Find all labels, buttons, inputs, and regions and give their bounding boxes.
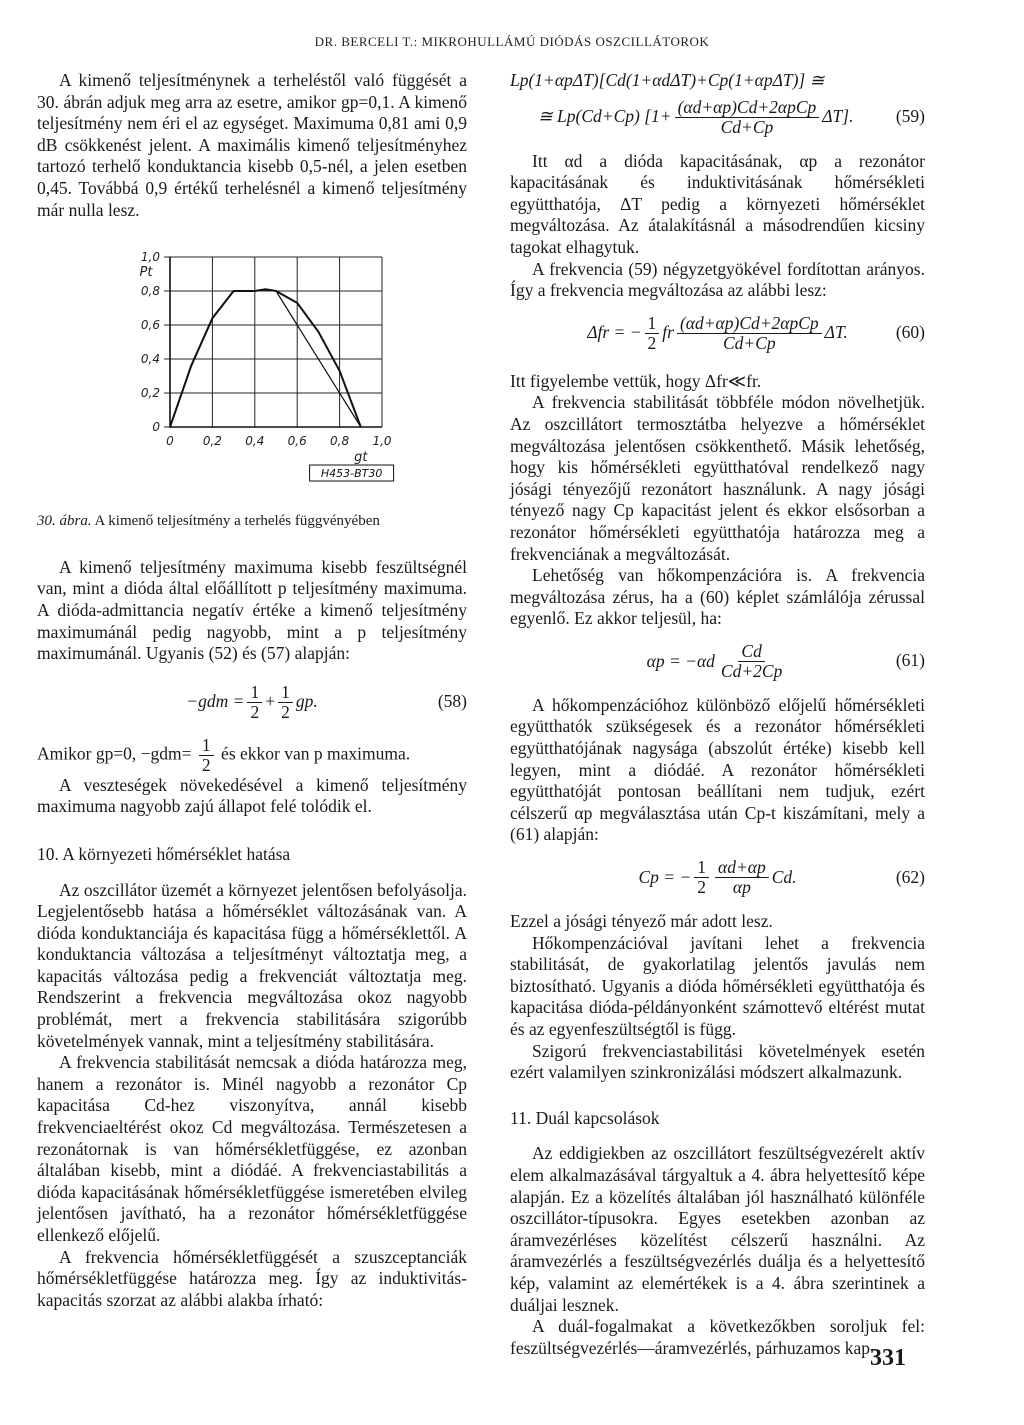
equation-number: (58) xyxy=(437,691,467,712)
paragraph: A veszteségek növekedésével a kimenő teljesítmény maximuma nagyobb zajú állapot felé tolódik el. xyxy=(37,774,467,817)
eq-term: gp. xyxy=(295,691,318,712)
figure-30 xyxy=(37,229,467,501)
equation-number: (61) xyxy=(895,650,925,671)
paragraph: Az oszcillátor üzemét a környezet jelentősen befolyásolja. Legjelentősebb hatása a hőmérséklet változásának van. A dióda konduktanciája és kapacitása függ a hőmérséklettől. A konduktancia változása a teljesítményt változtatja meg, a kapacitás változása pedig a frekvenciát változtatja meg. Rendszerint a frekvencia megváltozása okoz nagyobb problémát, mert a frekvencia stabilitására szigorúbb követelmények vannak, mint a teljesítmény stabilitására. xyxy=(37,879,467,1051)
series-line xyxy=(170,289,361,427)
equation-58 xyxy=(37,683,467,722)
data-point xyxy=(212,318,214,320)
y-axis-label: Pt xyxy=(139,265,153,281)
paragraph: Itt figyelembe vettük, hogy Δfr≪fr. xyxy=(510,370,762,391)
x-tick-label: 1,0 xyxy=(372,434,392,449)
fraction: $\frac{\alpha d+\alpha p}{\alpha p}$ xyxy=(715,858,769,897)
section-heading-10: 10. A környezeti hőmérséklet hatása xyxy=(37,843,291,864)
paragraph: A kimenő teljesítmény maximuma kisebb feszültségnél van, mint a dióda által előállított p teljesítmény maximuma. A dióda-admittancia negatív értéke a kimenő teljesítmény maximumánál pedig nagyobb, mint a p teljesítmény maximumánál. Ugyanis (52) és (57) alapján: xyxy=(37,556,467,664)
paragraph: A kimenő teljesítménynek a terheléstől való függését a 30. ábrán adjuk meg arra az esetre, amikor gp=0,1. A kimenő teljesítmény nem éri el az egységet. Maximuma 0,81 ami 0,9 dB csökkenést jelent. A maximális kimenő teljesítményhez tartozó terhelő konduktancia kisebb 0,5-nél, a jelen esetben 0,45. Továbbá 0,9 értékű terhelésnél a kimenő teljesítmény már nulla lesz. xyxy=(37,70,467,220)
output-power-chart xyxy=(37,229,467,501)
fraction: $\frac{1}{2}$ xyxy=(645,314,660,353)
caption-number: 30. ábra. xyxy=(37,513,92,530)
data-point xyxy=(265,289,267,291)
fraction: $\frac{Cd}{Cd+2Cp}$ xyxy=(720,640,783,681)
equation-number: (59) xyxy=(895,106,925,127)
y-tick-label: 0,6 xyxy=(140,318,160,333)
equation-61: αp = −αd $\frac{Cd}{Cd+2Cp}$ (61) xyxy=(646,640,925,681)
equation-62: Cp = − $\frac{1}{2}$ $\frac{\alpha d+\alpha p}{\alpha p}$ Cd. (62) xyxy=(638,857,925,898)
x-tick-label: 0,4 xyxy=(245,434,265,449)
x-tick-label: 0 xyxy=(166,434,174,449)
paragraph: A frekvencia stabilitását többféle módon növelhetjük. Az oszcillátort termosztátba helyezve a hőmérséklet megváltozása jelentősen csökkenthető. Másik lehetőség, hogy kis hőmérsékleti együtthatóval rendelkező nagy jósági tényezőjű rezonátort használunk. A nagy jósági tényező nagy Cp kapacitást jelent és ekkor elsősorban a rezonátor hőmérsékleti együtthatója határozza meg a frekvenciának a megváltozását. xyxy=(510,392,925,564)
equation-60: Δfr = − $\frac{1}{2}$ fr $\frac{\text{(αd+αp)Cd+2αpCp}}{Cd+Cp}$ ΔT. (60) xyxy=(587,312,925,353)
y-tick-label: 0,8 xyxy=(140,284,160,299)
fraction: $\frac{1}{2}$ xyxy=(694,858,709,897)
data-point xyxy=(233,290,235,292)
figure-caption xyxy=(37,511,467,533)
y-tick-label: 0 xyxy=(152,420,160,435)
paragraph: A hőkompenzációhoz különböző előjelű hőmérsékleti együtthatók szükségesek és a rezonátor hőmérsékleti együtthatójának nagysága (abszolút értéke) kisebb kell legyen, mint a diódáé. A rezonátor hőmérsékleti együtthatóját pontosan beállítani nem tudjuk, ezért célszerű αp megválasztása után Cp-t kiszámítani, mely a (61) alapján: xyxy=(510,694,925,845)
paragraph: Az eddigiekben az oszcillátort feszültségvezérelt aktív elem alkalmazásával tárgyaltuk a 4. ábra helyettesítő képe alapján. Ez a közelítés általában jól használható különféle oszcillátor-típusokra. Egyes esetekben azonban az áramvezérléses közelítést célszerű használni. Az áramvezérlés a feszültségvezérlés duálja és a helyettesítő kép, valamint az elemértékek is a 4. ábra szerintinek a duáljai lesznek. xyxy=(510,1143,925,1315)
fraction: $\frac{1}{2}$ xyxy=(278,683,293,722)
data-point xyxy=(318,331,320,333)
data-point xyxy=(254,290,256,292)
paragraph: Szigorú frekvenciastabilitási követelmények esetén ezért valamilyen szinkronizálási módszert alkalmazunk. xyxy=(510,1040,925,1083)
x-tick-label: 0,6 xyxy=(287,434,307,449)
data-point xyxy=(169,426,171,428)
paragraph: A frekvencia (59) négyzetgyökével fordítottan arányos. Így a frekvencia megváltozása az alábbi lesz: xyxy=(510,258,925,301)
data-point xyxy=(296,302,298,304)
paragraph: Amikor gp=0, −gdm= $\frac{1}{2}$ és ekkor van p maximuma. xyxy=(37,734,411,775)
fraction: $\frac{1}{2}$ xyxy=(199,736,214,775)
y-tick-label: 1,0 xyxy=(140,250,160,265)
figure-tag: H453-BT30 xyxy=(320,467,383,481)
paragraph: Lehetőség van hőkompenzációra is. A frekvencia megváltozása zérus, ha a (60) képlet számlálója zérussal egyenlő. Ez akkor teljesül, ha: xyxy=(510,565,925,629)
paragraph: A duál-fogalmakat a következőkben soroljuk fel: feszültségvezérlés—áramvezérlés, párhuzamos kap- xyxy=(510,1316,925,1358)
data-point xyxy=(190,365,192,367)
paragraph: Ezzel a jósági tényező már adott lesz. xyxy=(510,911,773,932)
equation-number: (62) xyxy=(895,866,925,887)
y-tick-label: 0,2 xyxy=(140,386,160,401)
page-number: 331 xyxy=(870,1345,906,1371)
paragraph: Hőkompenzációval javítani lehet a frekvencia stabilitását, de gyakorlatilag jelentős javulás nem biztosítható. Ugyanis a dióda hőmérsékleti együtthatója és kapacitása dióda-példányonként számottevő eltérést mutat és az egyenfeszültségtől is függ. xyxy=(510,932,925,1039)
x-tick-label: 0,2 xyxy=(202,434,222,449)
paragraph: A frekvencia stabilitását nemcsak a dióda határozza meg, hanem a rezonátor is. Minél nagyobb a rezonátor Cp kapacitása Cd-hez viszonyítva, annál kisebb frekvenciaeltérést okoz Cd megváltozása. Természetesen a rezonátornak is van hőmérsékletfüggése, ez azonban általában kisebb, mint a diódáé. A frekvenciastabilitás a dióda kapacitásának hőmérsékletfüggése ismeretében elvileg jelentősen javítható, ha a rezonátor hőmérsékletfüggése ellenkező előjelű. xyxy=(37,1052,467,1245)
equation-59-line2: ≅ Lp(Cd+Cp) [1+ $\frac{\text{(αd+αp)Cd+2αpCp}}{Cd+Cp}$ ΔT]. (59) xyxy=(538,96,925,137)
data-point xyxy=(339,370,341,372)
paragraph: Itt αd a dióda kapacitásának, αp a rezonátor kapacitásának és induktivitásának hőmérsékleti együtthatója, ΔT pedig a környezeti hőmérséklet megváltozása. Az átalakításnál a másodrendűen kicsiny tagokat elhagytuk. xyxy=(510,150,925,257)
section-heading-11: 11. Duál kapcsolások xyxy=(510,1107,660,1128)
paragraph: A frekvencia hőmérsékletfüggését a szuszceptanciák hőmérsékletfüggése határozza meg. Így az induktivitás-kapacitás szorzat az alábbi alakba írható: xyxy=(37,1246,467,1310)
fraction: $\frac{\text{(αd+αp)Cd+2αpCp}}{Cd+Cp}$ xyxy=(677,314,822,353)
running-header: DR. BERCELI T.: MIKROHULLÁMÚ DIÓDÁS OSZCILLÁTOROK xyxy=(314,34,710,49)
left-column xyxy=(37,70,467,1311)
equation-59-line1: Lp(1+αpΔT)[Cd(1+αdΔT)+Cp(1+αpΔT)] ≅ xyxy=(510,70,825,90)
x-axis-label: gt xyxy=(354,450,368,466)
fraction: $\frac{\text{(αd+αp)Cd+2αpCp}}{Cd+Cp}$ xyxy=(675,98,820,137)
eq-lhs: −gdm = xyxy=(186,691,245,712)
fraction: $\frac{1}{2}$ xyxy=(247,683,262,722)
right-column xyxy=(510,70,925,1359)
eq-plus: + xyxy=(265,691,276,712)
x-tick-label: 0,8 xyxy=(330,434,350,449)
equation-number: (60) xyxy=(895,322,925,343)
caption-text: A kimenő teljesítmény a terhelés függvényében xyxy=(94,513,380,530)
y-tick-label: 0,4 xyxy=(140,352,160,367)
